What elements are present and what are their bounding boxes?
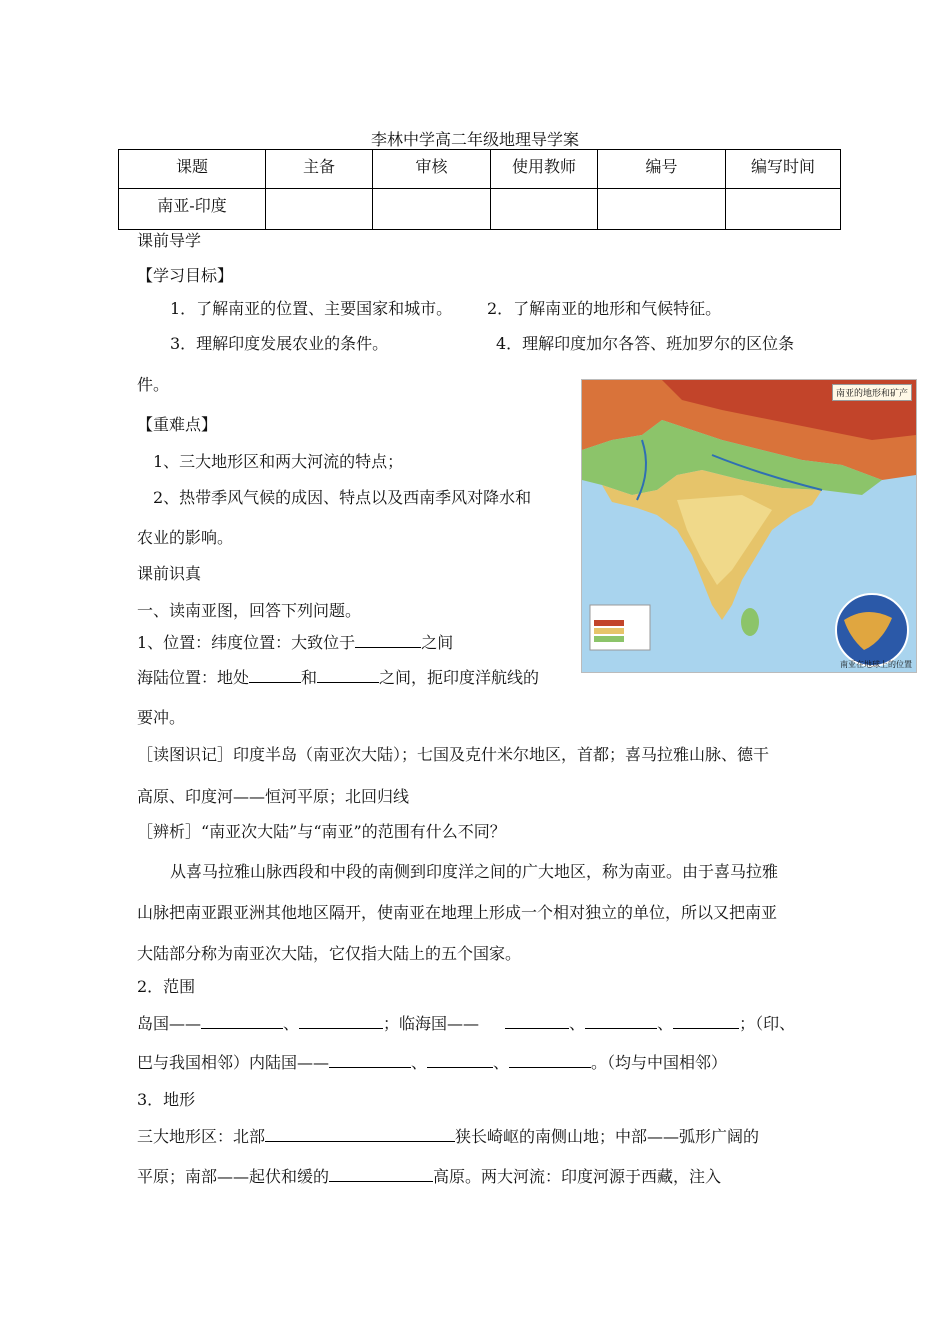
scope-heading: 2．范围 [137,977,196,996]
read-map-note-cont: 高原、印度河——恒河平原；北回归线 [137,787,410,806]
position-end: 之间 [421,633,454,652]
header-preparer: 主备 [266,150,373,189]
cell-preparer [266,189,373,230]
sea-land-end: 之间，扼印度洋航线的 [379,668,540,687]
terrain-south-desc: 高原。两大河流：印度河源于西藏，注入 [433,1167,722,1186]
coastal-label: ；临海国—— [383,1014,480,1033]
island-blank-2[interactable] [299,1013,383,1029]
landlocked-blank-2[interactable] [427,1052,493,1068]
terrain-north-label: 三大地形区：北部 [137,1127,266,1146]
scope-note: ；（印、 [739,1014,796,1033]
paragraph-line-2: 山脉把南亚跟亚洲其他地区隔开，使南亚在地理上形成一个相对独立的单位，所以又把南亚 [137,903,778,922]
table-row [119,189,841,230]
terrain-heading: 3．地形 [137,1090,196,1109]
goal-4-cont: 件。 [137,375,170,394]
header-teacher: 使用教师 [491,150,598,189]
sea-blank-1[interactable] [249,667,301,683]
sea-blank-2[interactable] [317,667,379,683]
key-point-1: 1、三大地形区和两大河流的特点； [153,452,404,471]
table-header-row [119,150,841,189]
course-info-table [118,149,841,230]
key-point-2-cont: 农业的影响。 [137,528,234,547]
landlocked-blank-1[interactable] [329,1052,411,1068]
header-date: 编写时间 [726,150,841,189]
header-reviewer: 审核 [373,150,491,189]
key-heading: 【重难点】 [137,415,218,434]
coastal-blank-2[interactable] [585,1013,657,1029]
island-label: 岛国—— [137,1014,202,1033]
terrain-south-label: 平原；南部——起伏和缓的 [137,1167,330,1186]
paragraph-line-1: 从喜马拉雅山脉西段和中段的南侧到印度洋之间的广大地区，称为南亚。由于喜马拉雅 [170,862,779,881]
scope-line-2 [137,1052,727,1074]
header-topic: 课题 [119,150,266,189]
discussion-question: ［辨析］“南亚次大陆”与“南亚”的范围有什么不同？ [137,822,506,841]
position-label: 1、位置：纬度位置：大致位于 [137,633,356,652]
cell-date [726,189,841,230]
terrain-north-blank[interactable] [265,1126,455,1142]
document-title: 李林中学高二年级地理导学案 [370,130,579,149]
sep: 、 [283,1014,300,1033]
question-intro: 一、读南亚图，回答下列问题。 [137,601,362,620]
landlocked-note: 。（均与中国相邻） [591,1053,728,1072]
island-blank-1[interactable] [201,1013,283,1029]
scope-line-1 [137,1013,795,1035]
sea-land-label: 海陆位置：地处 [137,668,250,687]
landlocked-blank-3[interactable] [509,1052,591,1068]
south-asia-map [581,379,917,673]
goal-2: 2．了解南亚的地形和气候特征。 [487,299,722,318]
sep: 、 [493,1053,510,1072]
terrain-north-desc: 狭长崎岖的南侧山地；中部——弧形广阔的 [455,1127,760,1146]
position-line [137,632,453,654]
key-point-2: 2、热带季风气候的成因、特点以及西南季风对降水和 [153,488,532,507]
goal-1: 1．了解南亚的位置、主要国家和城市。 [170,299,453,318]
sea-land-and: 和 [301,668,318,687]
terrain-south-blank[interactable] [329,1166,433,1182]
sep: 、 [657,1014,674,1033]
terrain-line-2 [137,1166,721,1188]
coastal-blank-3[interactable] [673,1013,739,1029]
goal-4: 4．理解印度加尔各答、班加罗尔的区位条 [496,334,795,353]
cell-teacher [491,189,598,230]
goal-3: 3．理解印度发展农业的条件。 [170,334,389,353]
sea-land-cont: 要冲。 [137,708,186,727]
map-graphic [582,380,916,672]
cell-topic: 南亚-印度 [119,189,266,230]
sep: 、 [569,1014,586,1033]
sep: 、 [411,1053,428,1072]
sea-land-line [137,667,539,689]
map-title: 南亚的地形和矿产 [832,384,912,401]
map-caption: 南亚在地球上的位置 [840,660,912,669]
coastal-blank-1[interactable] [505,1013,569,1029]
goals-heading: 【学习目标】 [137,266,234,285]
terrain-line-1 [137,1126,759,1148]
section-preview: 课前导学 [137,231,202,250]
cell-reviewer [373,189,491,230]
header-number: 编号 [598,150,726,189]
paragraph-line-3: 大陆部分称为南亚次大陆，它仅指大陆上的五个国家。 [137,944,522,963]
cell-number [598,189,726,230]
latitude-blank[interactable] [355,632,421,648]
read-map-note: ［读图识记］印度半岛（南亚次大陆）；七国及克什米尔地区，首都；喜马拉雅山脉、德干 [137,745,770,764]
landlocked-label: 巴与我国相邻）内陆国—— [137,1053,330,1072]
section-check: 课前识真 [137,564,202,583]
